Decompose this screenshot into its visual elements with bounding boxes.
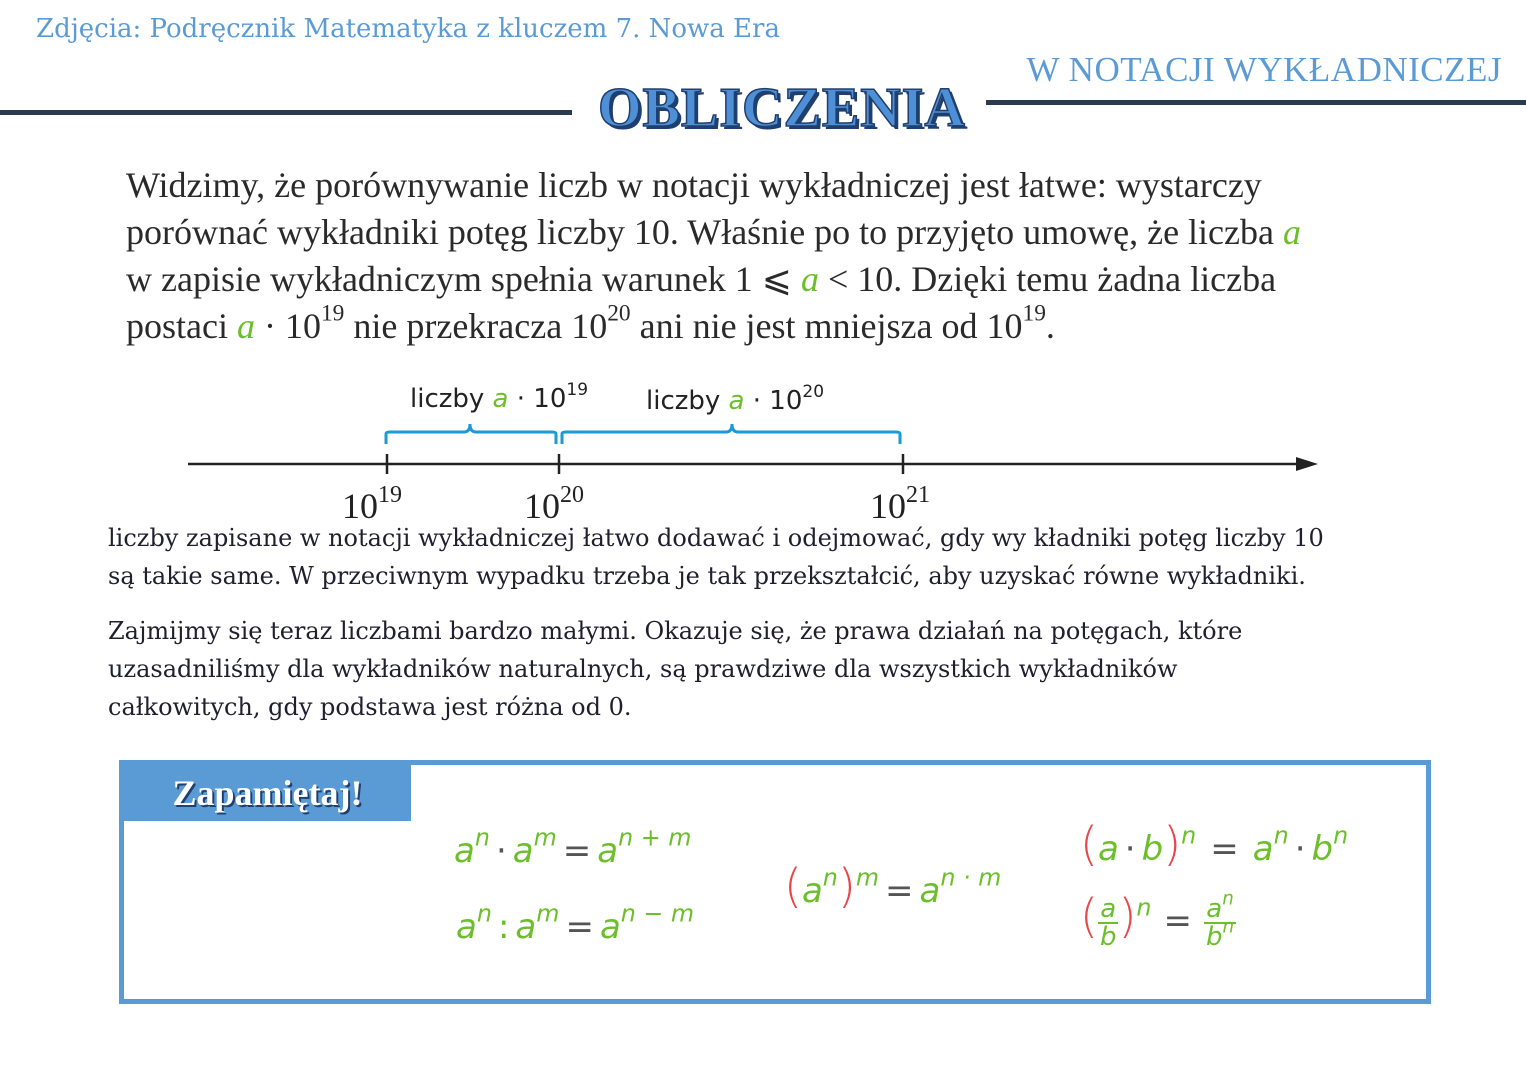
paragraph-comparison [126,162,1366,350]
paragraph-line: uzasadniliśmy dla wykładników naturalnych, są prawdziwe dla wszystkich wykładników [108,655,1178,683]
paragraph-small-numbers [108,612,1438,726]
variable-a: a [1283,212,1301,252]
formula-power-of-product: $(a \cdot b)^n = a^n \cdot b^n$ [1080,817,1349,871]
formula-power-of-quotient: ( $\frac{a}{b}$ )$^n$ = $\frac{a^n}{b^n}$ [1080,887,1235,952]
paragraph-line: w zapisie wykładniczym spełnia warunek 1 ⩽ a < 10. Dzięki temu żadna liczba [126,259,1277,299]
paragraph-line: liczby zapisane w notacji wykładniczej łatwo dodawać i odejmować, gdy wy kładniki potęg liczby 10 [108,524,1324,552]
formula-product-rule: $a^n \cdot a^m = a^{n + m}$ [454,823,692,871]
formula-power-of-power: $(a^n)^m = a^{n \cdot m}$ [784,859,1002,913]
paragraph-line: są takie same. W przeciwnym wypadku trzeba je tak przekształcić, aby uzyskać równe wykładniki. [108,562,1306,590]
paragraph-line: porównać wykładniki potęg liczby 10. Właśnie po to przyjęto umowę, że liczba a [126,212,1301,252]
brace-19-20 [386,424,556,444]
page-title: OBLICZENIA [598,77,966,139]
header-rule-left [0,110,572,115]
fraction-a-over-b: $\frac{a}{b}$ [1099,893,1117,952]
variable-a: a [236,306,255,346]
paragraph-line: całkowitych, gdy podstawa jest różna od 0. [108,693,632,721]
remember-heading: Zapamiętaj! [124,765,411,821]
paragraph-addition [108,519,1438,595]
formula-quotient-rule: $a^n$ : $a^m = a^{n - m}$ [456,899,695,947]
remember-box [119,760,1431,1004]
fraction-an-over-bn: $\frac{a^n}{b^n}$ [1206,887,1235,952]
image-credit: Zdjęcia: Podręcznik Matematyka z kluczem 7. Nowa Era [36,14,780,44]
header-rule-right [986,100,1526,105]
tick-label-10-20: $10^{20}$ [524,482,584,526]
paragraph-line: postaci $a \cdot 10^{19}$ nie przekracza $10^{20}$ ani nie jest mniejsza od $10^{19}$. [126,300,1055,346]
range-label-20: liczby $a \cdot 10^{20}$ [646,382,825,416]
paragraph-line: Widzimy, że porównywanie liczb w notacji wykładniczej jest łatwe: wystarczy [126,165,1262,205]
number-line-diagram [0,360,1526,530]
variable-a: a [800,259,819,299]
paragraph-line: Zajmijmy się teraz liczbami bardzo małymi. Okazuje się, że prawa działań na potęgach, które [108,617,1243,645]
section-subtitle: W NOTACJI WYKŁADNICZEJ [1026,50,1502,89]
axis-arrow [1296,457,1318,471]
tick-label-10-19: $10^{19}$ [342,482,402,526]
brace-20-21 [562,424,900,444]
tick-label-10-21: $10^{21}$ [870,482,930,526]
range-label-19: liczby $a \cdot 10^{19}$ [410,380,589,414]
